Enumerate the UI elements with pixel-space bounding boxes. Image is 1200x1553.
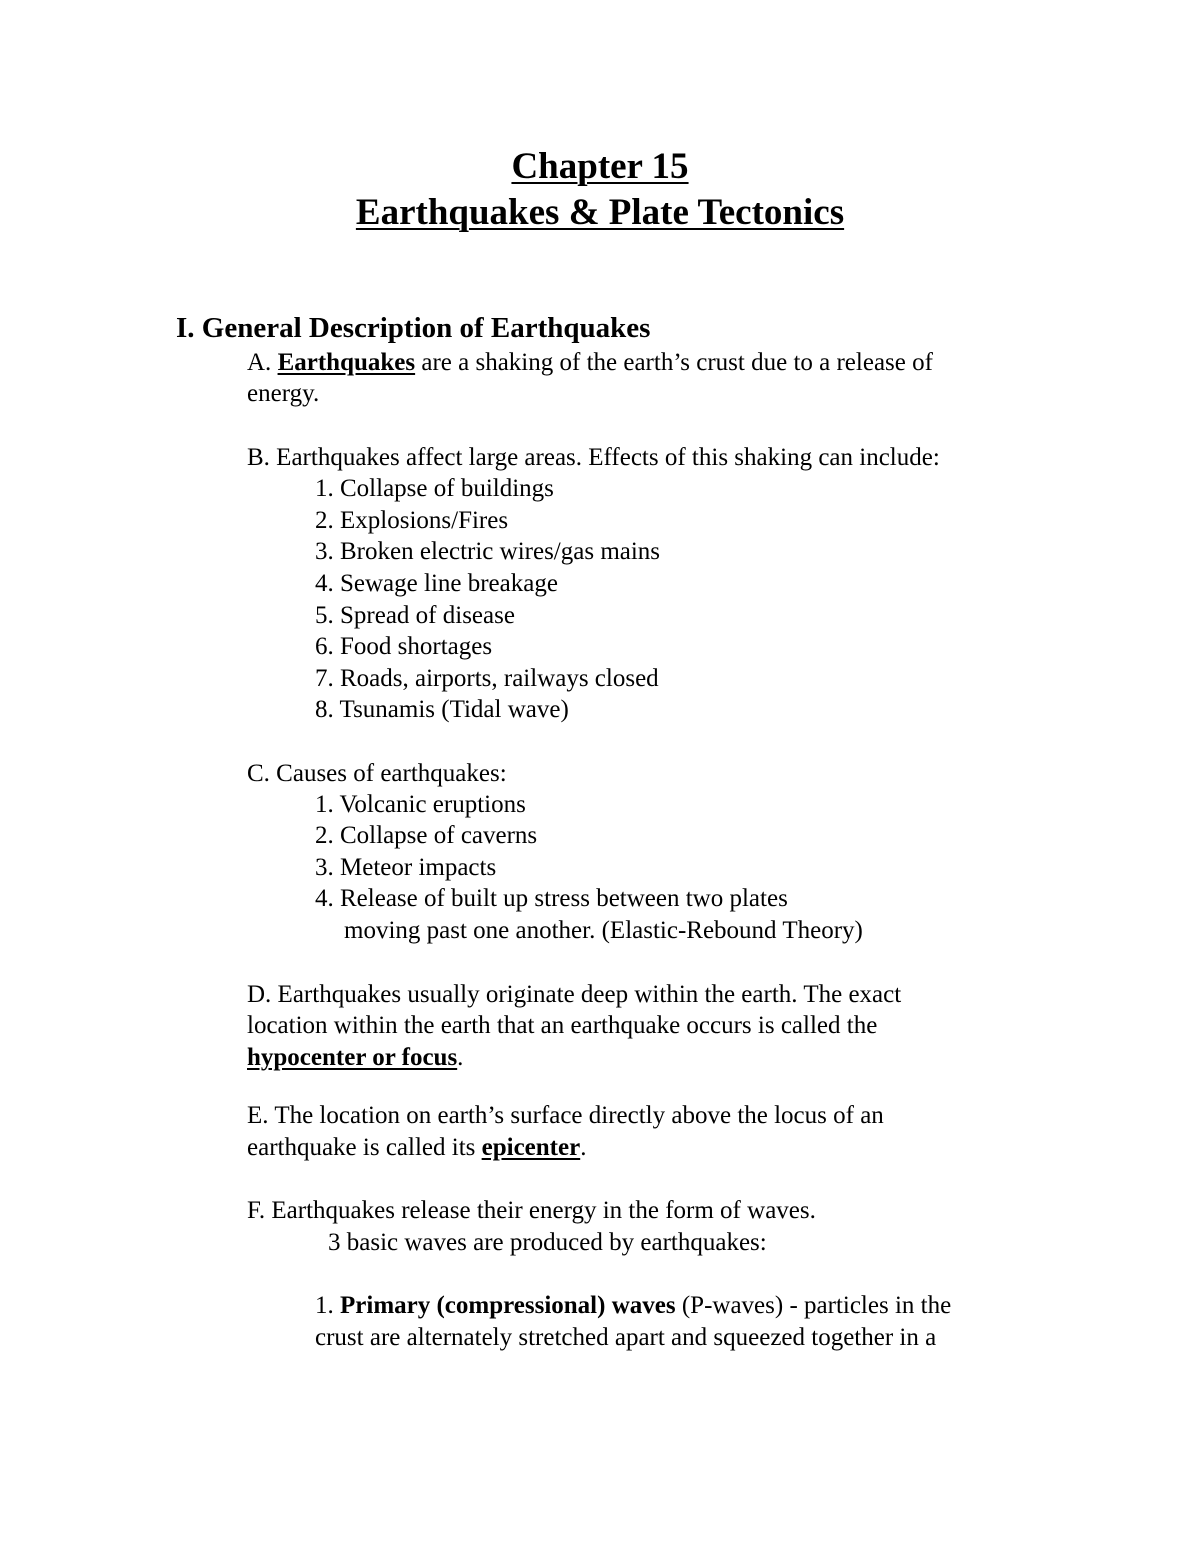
chapter-title: Chapter 15 [511,146,689,187]
item-a-cont: energy. [247,380,320,407]
wave-item-text: (P-waves) - particles in the [675,1292,952,1319]
item-b: B. Earthquakes affect large areas. Effects of this shaking can include: [247,444,940,471]
period: . [580,1134,587,1161]
term-hypocenter: hypocenter or focus [247,1044,458,1071]
list-item: 8. Tsunamis (Tidal wave) [315,696,569,723]
item-e-line1: E. The location on earth’s surface directly above the locus of an [247,1102,884,1129]
item-f-line1: F. Earthquakes release their energy in the form of waves. [247,1197,816,1224]
item-c: C. Causes of earthquakes: [247,760,507,787]
chapter-subtitle: Earthquakes & Plate Tectonics [355,192,845,233]
term-epicenter: epicenter [481,1134,581,1161]
wave-item-1 [315,1293,951,1318]
list-item: 3. Broken electric wires/gas mains [315,538,661,565]
list-item: 4. Release of built up stress between two plates [315,885,788,912]
item-a-marker: A. [247,349,272,376]
item-e-line2 [247,1135,586,1160]
list-item: 3. Meteor impacts [315,854,497,881]
list-item: 7. Roads, airports, railways closed [315,665,659,692]
list-item: 5. Spread of disease [315,602,515,629]
term-earthquakes: Earthquakes [277,349,416,376]
list-item: 1. Volcanic eruptions [315,791,526,818]
item-d-line1: D. Earthquakes usually originate deep within the earth. The exact [247,981,902,1008]
period: . [457,1044,464,1071]
item-e-text: earthquake is called its [247,1134,482,1161]
wave-item-1-cont: crust are alternately stretched apart and squeezed together in a [315,1324,937,1351]
list-item-cont: moving past one another. (Elastic-Rebound Theory) [344,917,863,944]
list-item: 1. Collapse of buildings [315,475,554,502]
wave-item-number: 1. [315,1292,340,1319]
list-item: 2. Explosions/Fires [315,507,509,534]
item-a-text: are a shaking of the earth’s crust due to a release of [415,349,933,376]
list-item: 4. Sewage line breakage [315,570,558,597]
item-a [247,350,933,375]
item-d-line3 [247,1045,463,1070]
section-heading: I. General Description of Earthquakes [176,312,651,344]
list-item: 2. Collapse of caverns [315,822,538,849]
list-item: 6. Food shortages [315,633,493,660]
item-f-line2: 3 basic waves are produced by earthquakes: [328,1229,767,1256]
term-primary-waves: Primary (compressional) waves [340,1292,676,1319]
item-d-line2: location within the earth that an earthquake occurs is called the [247,1012,878,1039]
